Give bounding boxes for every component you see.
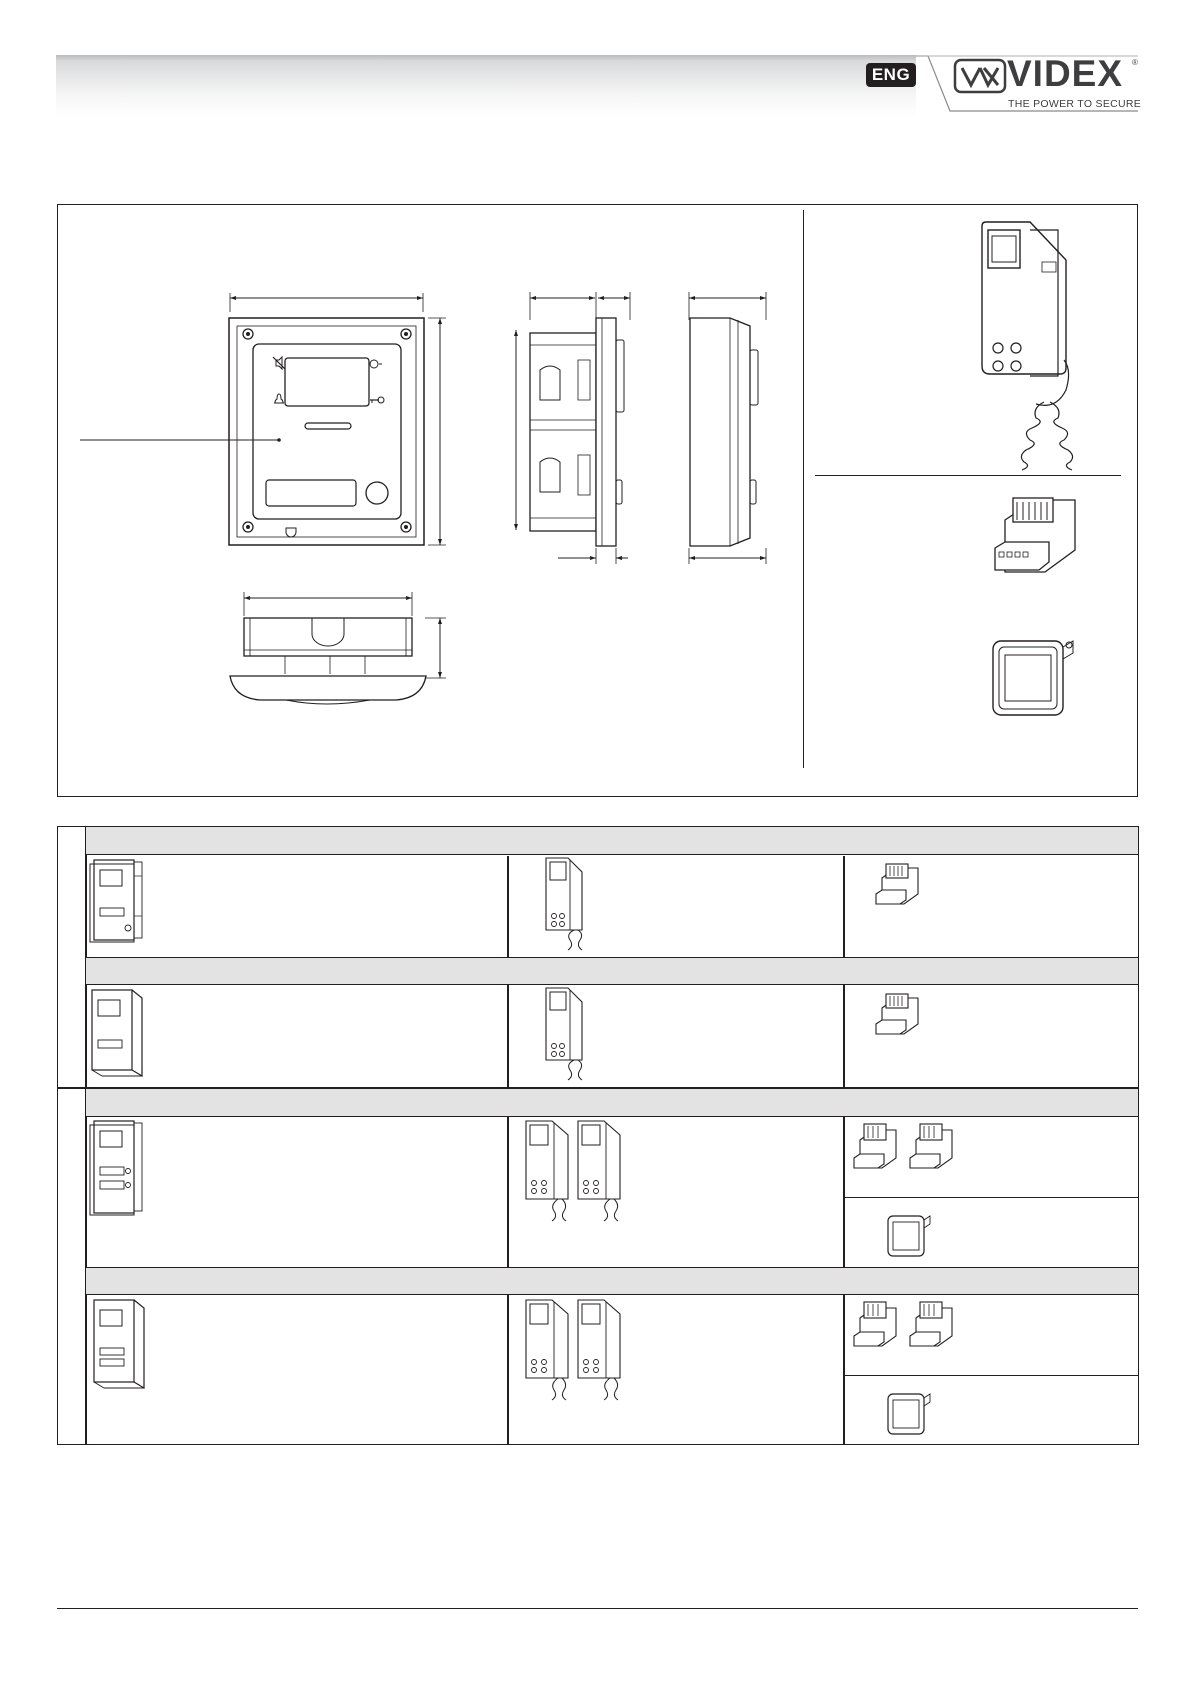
- col-divider: [507, 856, 509, 957]
- power-supply-thumbnail: [872, 992, 932, 1044]
- door-panel-2way-flush-thumbnail: [88, 1117, 148, 1227]
- brand-name: VIDEX: [1007, 53, 1124, 94]
- row-header-band-2: [86, 957, 1138, 985]
- footer-rule: [57, 1608, 1138, 1609]
- two-monitors-thumbnail: [522, 1296, 632, 1402]
- two-monitors-thumbnail: [522, 1117, 632, 1223]
- video-monitor-drawing: [960, 220, 1080, 470]
- door-panel-flush-thumbnail: [88, 856, 148, 948]
- relay-module-drawing: [985, 635, 1085, 725]
- cell-divider: [843, 1375, 1138, 1376]
- door-panel-2way-surface-thumbnail: [90, 1296, 150, 1392]
- cell-divider: [843, 1197, 1138, 1198]
- language-badge: ENG: [866, 63, 916, 87]
- door-panel-surface-thumbnail: [88, 986, 148, 1078]
- row-header-band-4: [86, 1267, 1138, 1295]
- col-divider: [507, 1117, 509, 1267]
- row-header-band-3: [86, 1089, 1138, 1117]
- col-divider: [843, 1295, 845, 1445]
- two-power-supplies-thumbnail: [850, 1300, 970, 1356]
- relay-module-thumbnail: [884, 1388, 936, 1440]
- relay-module-thumbnail: [884, 1210, 936, 1262]
- col-divider: [507, 985, 509, 1087]
- col-divider: [843, 856, 845, 957]
- row-header-band-1: [86, 827, 1138, 855]
- col-divider: [843, 985, 845, 1087]
- registered-mark: ®: [1132, 58, 1138, 67]
- monitor-thumbnail: [540, 856, 596, 952]
- col-divider: [843, 1117, 845, 1267]
- col-divider: [507, 1295, 509, 1445]
- power-supply-drawing: [985, 490, 1095, 590]
- monitor-thumbnail: [540, 986, 596, 1082]
- power-supply-thumbnail: [872, 862, 932, 914]
- table-left-column-divider: [85, 826, 87, 1445]
- two-power-supplies-thumbnail: [850, 1122, 970, 1178]
- brand-tagline: THE POWER TO SECURE: [1008, 98, 1142, 110]
